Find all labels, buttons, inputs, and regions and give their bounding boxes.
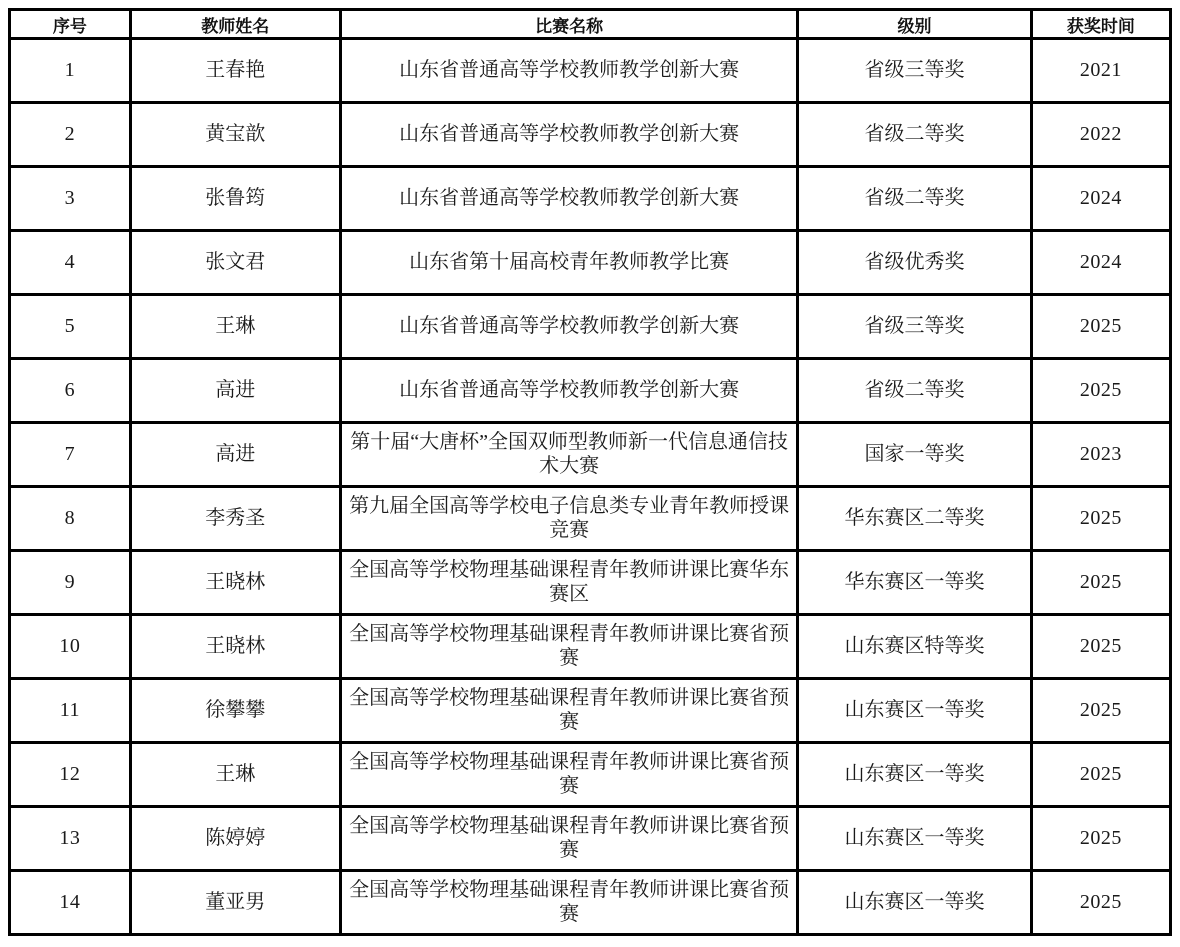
table-row: [10, 743, 1171, 807]
cell-award-time: 2025: [1031, 487, 1170, 551]
cell-competition: 全国高等学校物理基础课程青年教师讲课比赛省预赛: [340, 679, 797, 743]
cell-no: 3: [10, 167, 131, 231]
table-row: [10, 39, 1171, 103]
cell-teacher-name: 高进: [130, 359, 340, 423]
teacher-awards-table: [8, 8, 1172, 936]
header-cell-level: 级别: [798, 10, 1031, 39]
cell-award-time: 2025: [1031, 615, 1170, 679]
table-row: [10, 551, 1171, 615]
cell-level: 省级三等奖: [798, 295, 1031, 359]
table-row: [10, 103, 1171, 167]
cell-competition: 山东省普通高等学校教师教学创新大赛: [340, 295, 797, 359]
cell-no: 7: [10, 423, 131, 487]
cell-no: 5: [10, 295, 131, 359]
cell-competition: 全国高等学校物理基础课程青年教师讲课比赛省预赛: [340, 807, 797, 871]
cell-teacher-name: 高进: [130, 423, 340, 487]
cell-no: 13: [10, 807, 131, 871]
cell-award-time: 2024: [1031, 231, 1170, 295]
cell-award-time: 2025: [1031, 871, 1170, 935]
cell-award-time: 2025: [1031, 679, 1170, 743]
cell-no: 12: [10, 743, 131, 807]
cell-level: 省级二等奖: [798, 167, 1031, 231]
cell-level: 山东赛区特等奖: [798, 615, 1031, 679]
table-row: [10, 615, 1171, 679]
table-row: [10, 231, 1171, 295]
table-row: [10, 871, 1171, 935]
cell-level: 省级二等奖: [798, 103, 1031, 167]
cell-award-time: 2025: [1031, 551, 1170, 615]
cell-no: 6: [10, 359, 131, 423]
cell-teacher-name: 董亚男: [130, 871, 340, 935]
table-row: [10, 423, 1171, 487]
cell-teacher-name: 王琳: [130, 743, 340, 807]
cell-award-time: 2025: [1031, 807, 1170, 871]
cell-teacher-name: 李秀圣: [130, 487, 340, 551]
header-cell-competition: 比赛名称: [340, 10, 797, 39]
table-row: [10, 679, 1171, 743]
cell-competition: 全国高等学校物理基础课程青年教师讲课比赛省预赛: [340, 615, 797, 679]
cell-competition: 山东省普通高等学校教师教学创新大赛: [340, 167, 797, 231]
cell-no: 11: [10, 679, 131, 743]
header-cell-no: 序号: [10, 10, 131, 39]
table-row: [10, 359, 1171, 423]
cell-teacher-name: 王琳: [130, 295, 340, 359]
cell-teacher-name: 王晓林: [130, 551, 340, 615]
cell-teacher-name: 张文君: [130, 231, 340, 295]
cell-award-time: 2022: [1031, 103, 1170, 167]
cell-competition: 山东省普通高等学校教师教学创新大赛: [340, 39, 797, 103]
cell-teacher-name: 陈婷婷: [130, 807, 340, 871]
cell-no: 8: [10, 487, 131, 551]
cell-award-time: 2025: [1031, 295, 1170, 359]
cell-competition: 山东省普通高等学校教师教学创新大赛: [340, 359, 797, 423]
cell-level: 华东赛区一等奖: [798, 551, 1031, 615]
cell-teacher-name: 张鲁筠: [130, 167, 340, 231]
cell-competition: 全国高等学校物理基础课程青年教师讲课比赛省预赛: [340, 871, 797, 935]
cell-competition: 全国高等学校物理基础课程青年教师讲课比赛省预赛: [340, 743, 797, 807]
header-row: [10, 10, 1171, 39]
cell-teacher-name: 黄宝歆: [130, 103, 340, 167]
cell-no: 2: [10, 103, 131, 167]
cell-no: 1: [10, 39, 131, 103]
cell-level: 山东赛区一等奖: [798, 807, 1031, 871]
cell-award-time: 2024: [1031, 167, 1170, 231]
cell-no: 14: [10, 871, 131, 935]
cell-competition: 第十届“大唐杯”全国双师型教师新一代信息通信技术大赛: [340, 423, 797, 487]
cell-award-time: 2023: [1031, 423, 1170, 487]
cell-no: 9: [10, 551, 131, 615]
table-row: [10, 295, 1171, 359]
cell-competition: 山东省普通高等学校教师教学创新大赛: [340, 103, 797, 167]
cell-award-time: 2025: [1031, 359, 1170, 423]
cell-level: 山东赛区一等奖: [798, 743, 1031, 807]
cell-award-time: 2021: [1031, 39, 1170, 103]
cell-level: 省级优秀奖: [798, 231, 1031, 295]
cell-level: 华东赛区二等奖: [798, 487, 1031, 551]
cell-level: 省级三等奖: [798, 39, 1031, 103]
table-row: [10, 487, 1171, 551]
cell-teacher-name: 徐攀攀: [130, 679, 340, 743]
cell-level: 山东赛区一等奖: [798, 871, 1031, 935]
cell-level: 国家一等奖: [798, 423, 1031, 487]
cell-level: 山东赛区一等奖: [798, 679, 1031, 743]
cell-competition: 山东省第十届高校青年教师教学比赛: [340, 231, 797, 295]
cell-level: 省级二等奖: [798, 359, 1031, 423]
cell-teacher-name: 王晓林: [130, 615, 340, 679]
header-cell-teacher-name: 教师姓名: [130, 10, 340, 39]
cell-teacher-name: 王春艳: [130, 39, 340, 103]
cell-competition: 全国高等学校物理基础课程青年教师讲课比赛华东赛区: [340, 551, 797, 615]
header-cell-award-time: 获奖时间: [1031, 10, 1170, 39]
cell-award-time: 2025: [1031, 743, 1170, 807]
table-row: [10, 807, 1171, 871]
cell-competition: 第九届全国高等学校电子信息类专业青年教师授课竞赛: [340, 487, 797, 551]
cell-no: 4: [10, 231, 131, 295]
table-body: [10, 39, 1171, 935]
cell-no: 10: [10, 615, 131, 679]
table-row: [10, 167, 1171, 231]
